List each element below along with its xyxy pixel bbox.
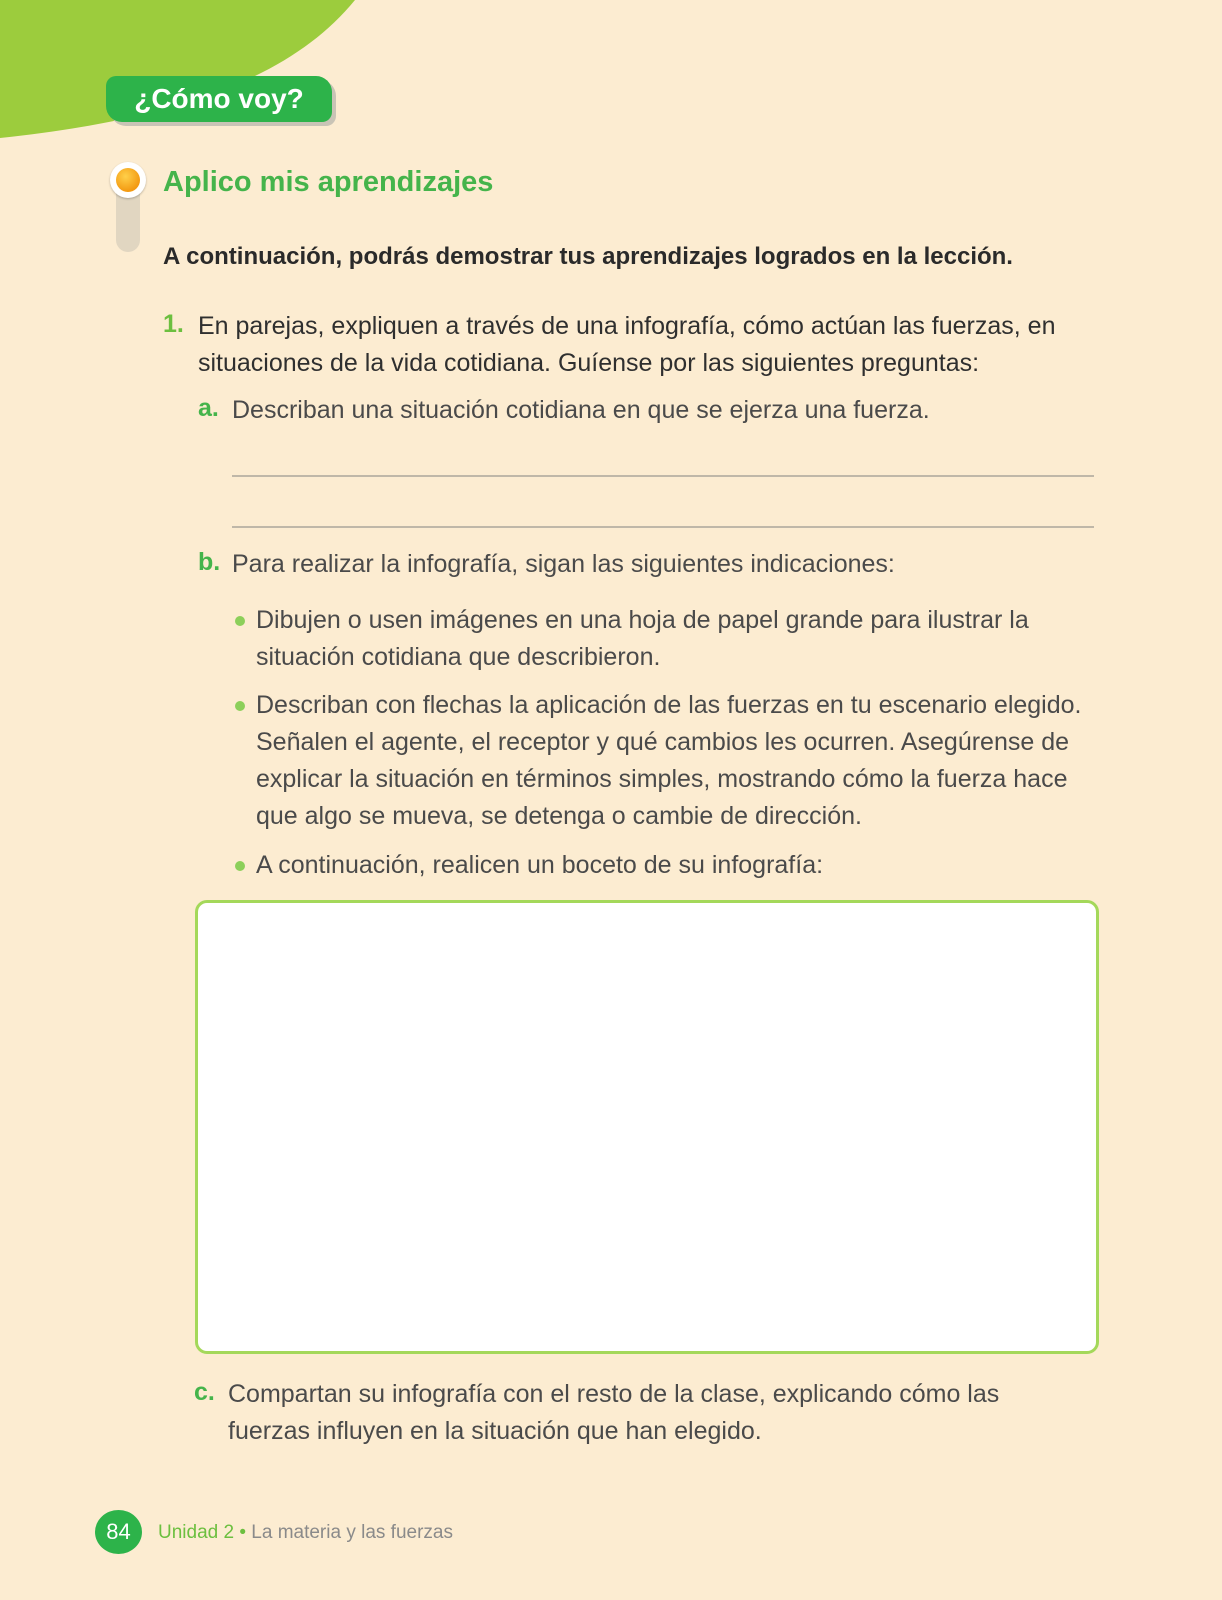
- sub-letter-a: a.: [198, 394, 219, 422]
- orange-dot-icon: [116, 168, 140, 192]
- intro-text: A continuación, podrás demostrar tus aprendizajes logrados en la lección.: [163, 243, 1013, 270]
- sub-text-c: Compartan su infografía con el resto de la clase, explicando cómo las fuerzas influyen en la situación que han elegido.: [228, 1380, 1000, 1445]
- section-marker-icon: [110, 162, 152, 252]
- bullet-item: Dibujen o usen imágenes en una hoja de papel grande para ilustrar la situación cotidiana que describieron.: [256, 606, 1029, 671]
- bullet-icon: [235, 701, 245, 711]
- bullet-item: A continuación, realicen un boceto de su infografía:: [256, 851, 824, 879]
- sub-text-a: Describan una situación cotidiana en que se ejerza una fuerza.: [232, 396, 930, 424]
- bullet-icon: [235, 861, 245, 871]
- bullet-icon: [235, 616, 245, 626]
- page-number: 84: [95, 1510, 142, 1554]
- answer-line[interactable]: [232, 475, 1094, 477]
- answer-line[interactable]: [232, 526, 1094, 528]
- section-badge: [106, 76, 336, 126]
- sub-letter-c: c.: [194, 1378, 215, 1406]
- footer-separator: •: [239, 1522, 246, 1543]
- footer-text: [158, 1522, 453, 1544]
- sub-text-b: Para realizar la infografía, sigan las siguientes indicaciones:: [232, 550, 895, 578]
- item-text: En parejas, expliquen a través de una infografía, cómo actúan las fuerzas, en situaciones de la vida cotidiana. Guíense por las siguientes preguntas:: [198, 312, 1056, 377]
- badge-label: ¿Cómo voy?: [106, 76, 332, 122]
- marker-ring: [110, 162, 146, 198]
- sketch-area[interactable]: [195, 900, 1099, 1354]
- sub-letter-b: b.: [198, 548, 221, 576]
- section-title: Aplico mis aprendizajes: [163, 166, 494, 198]
- footer-unit: Unidad 2: [158, 1522, 235, 1543]
- item-number: 1.: [163, 310, 184, 338]
- bullet-item: Describan con flechas la aplicación de las fuerzas en tu escenario elegido. Señalen el agente, el receptor y qué cambios les ocurren. Asegúrense de explicar la situación en términos simples, mostrando cómo la fuerza hace que algo se mueva, se detenga o cambie de dirección.: [256, 691, 1082, 830]
- footer-topic: La materia y las fuerzas: [251, 1522, 453, 1543]
